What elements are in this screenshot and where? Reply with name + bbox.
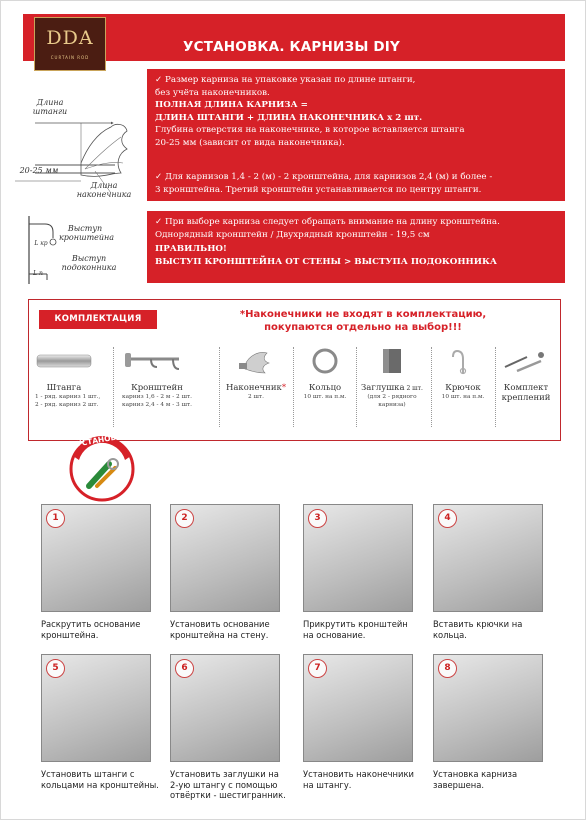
depth-label: 20-25 мм	[19, 166, 59, 175]
step-photo-1	[41, 504, 151, 612]
info-box-length	[147, 69, 565, 166]
step-caption-4: Вставить крючки на кольца.	[433, 619, 523, 640]
kit-item-cap	[357, 347, 427, 409]
bracket-icon	[119, 347, 195, 375]
step-number: 2	[175, 509, 194, 528]
divider	[495, 347, 496, 427]
kit-note	[213, 308, 513, 334]
kit-note-line: *Наконечники не входят в комплектацию,	[239, 309, 487, 320]
kit-item-hook	[433, 347, 493, 401]
kit-note-line: покупаются отдельно на выбор!!!	[264, 322, 462, 333]
kit-item-qty: 2 шт.	[248, 394, 264, 400]
step-number: 6	[175, 659, 194, 678]
end-cap-icon	[357, 347, 427, 375]
kit-item-ring	[297, 347, 353, 401]
divider	[219, 347, 220, 427]
sill-reach-label: Выступ подоконника	[61, 254, 117, 272]
kit-item-qty: карниз 1,6 - 2 м - 2 шт.	[121, 394, 193, 400]
logo-text: DDA	[46, 27, 94, 49]
kit-title: КОМПЛЕКТАЦИЯ	[39, 310, 157, 329]
divider	[293, 347, 294, 427]
step-photo-3	[303, 504, 413, 612]
info-line: 3 кронштейна. Третий кронштейн устанавливается по центру штанги.	[155, 184, 482, 195]
info-line: 20-25 мм (зависит от вида наконечника).	[155, 137, 345, 148]
kit-item-rod	[35, 347, 101, 409]
step-photo-8	[433, 654, 543, 762]
finial-icon	[223, 347, 289, 375]
step-photo-6	[170, 654, 280, 762]
kit-item-name: Крючок	[445, 383, 481, 393]
kit-item-name: креплений	[501, 393, 551, 403]
info-line: ✓ Для карнизов 1,4 - 2 (м) - 2 кронштейна, для карнизов 2,4 (м) и более -	[155, 172, 493, 182]
step-number: 4	[438, 509, 457, 528]
kit-item-qty: карниз 2,4 - 4 м - 3 шт.	[121, 402, 193, 408]
info-line: Глубина отверстия на наконечнике, в которое вставляется штанга	[155, 125, 465, 136]
info-line: ПОЛНАЯ ДЛИНА КАРНИЗА =	[155, 100, 308, 111]
kit-item-name: Наконечник*	[225, 383, 287, 393]
tip-length-label: Длина наконечника	[76, 181, 132, 199]
kit-item-name: Заглушка 2 шт.	[361, 383, 423, 393]
info-box-bracket-reach	[147, 211, 565, 283]
divider	[431, 347, 432, 427]
step-photo-4	[433, 504, 543, 612]
info-box-brackets	[147, 166, 565, 201]
divider	[113, 347, 114, 427]
kit-item-qty: (для 2 - рядного	[367, 394, 417, 400]
logo-subtext: CURTAIN ROD	[50, 55, 90, 60]
kit-item-qty: карниза)	[378, 402, 406, 408]
info-line: ВЫСТУП КРОНШТЕЙНА ОТ СТЕНЫ > ВЫСТУПА ПОДОКОННИКА	[155, 256, 497, 267]
step-number: 8	[438, 659, 457, 678]
step-caption-8: Установка карниза завершена.	[433, 769, 518, 790]
step-number: 3	[308, 509, 327, 528]
kit-item-qty: 10 шт. на п.м.	[441, 394, 485, 400]
step-caption-7: Установить наконечники на штангу.	[303, 769, 414, 790]
kit-item-name: Комплект	[503, 383, 549, 393]
step-caption-1: Раскрутить основание кронштейна.	[41, 619, 141, 640]
step-number: 7	[308, 659, 327, 678]
step-photo-7	[303, 654, 413, 762]
step-photo-2	[170, 504, 280, 612]
kit-item-finial	[223, 347, 289, 401]
kit-item-fasteners	[497, 347, 555, 403]
step-caption-2: Установить основание кронштейна на стену.	[170, 619, 270, 640]
brand-logo	[34, 17, 106, 71]
kit-item-qty: 10 шт. на п.м.	[303, 394, 347, 400]
kit-item-qty: 2 - ряд. карниз 2 шт.	[35, 402, 99, 408]
step-caption-5: Установить штанги с кольцами на кронштейны.	[41, 769, 159, 790]
rod-length-label: Длина штанги	[32, 98, 68, 116]
l-p-label: L п	[33, 270, 43, 277]
fasteners-icon	[497, 347, 555, 375]
ring-icon	[297, 347, 353, 375]
kit-item-name: Кольцо	[308, 383, 342, 393]
kit-item-name: Штанга	[46, 383, 82, 393]
rod-icon	[35, 347, 93, 375]
info-line: без учёта наконечников.	[155, 87, 270, 98]
step-number: 1	[46, 509, 65, 528]
info-line: ПРАВИЛЬНО!	[155, 244, 227, 255]
l-kr-label: L кр	[34, 240, 48, 247]
kit-item-bracket	[119, 347, 195, 409]
step-number: 5	[46, 659, 65, 678]
info-line: ✓ Размер карниза на упаковке указан по длине штанги,	[155, 75, 416, 85]
info-line: Однорядный кронштейн / Двухрядный кронштейн - 19,5 см	[155, 229, 430, 240]
info-line: ДЛИНА ШТАНГИ + ДЛИНА НАКОНЕЧНИКА х 2 шт.	[155, 112, 423, 123]
kit-item-qty: 1 - ряд. карниз 1 шт.,	[35, 394, 101, 400]
step-photo-5	[41, 654, 151, 762]
step-caption-6: Установить заглушки на 2-ую штангу с помощью отвёртки - шестигранник.	[170, 769, 286, 800]
step-caption-3: Прикрутить кронштейн на основание.	[303, 619, 408, 640]
hook-icon	[433, 347, 493, 375]
info-line: ✓ При выборе карниза следует обращать внимание на длину кронштейна.	[155, 217, 500, 227]
bracket-reach-label: Выступ кронштейна	[59, 224, 115, 242]
kit-item-name: Кронштейн	[131, 383, 183, 393]
install-badge-label: УСТАНОВКА	[75, 430, 129, 449]
page-title: УСТАНОВКА. КАРНИЗЫ DIY	[183, 39, 401, 55]
